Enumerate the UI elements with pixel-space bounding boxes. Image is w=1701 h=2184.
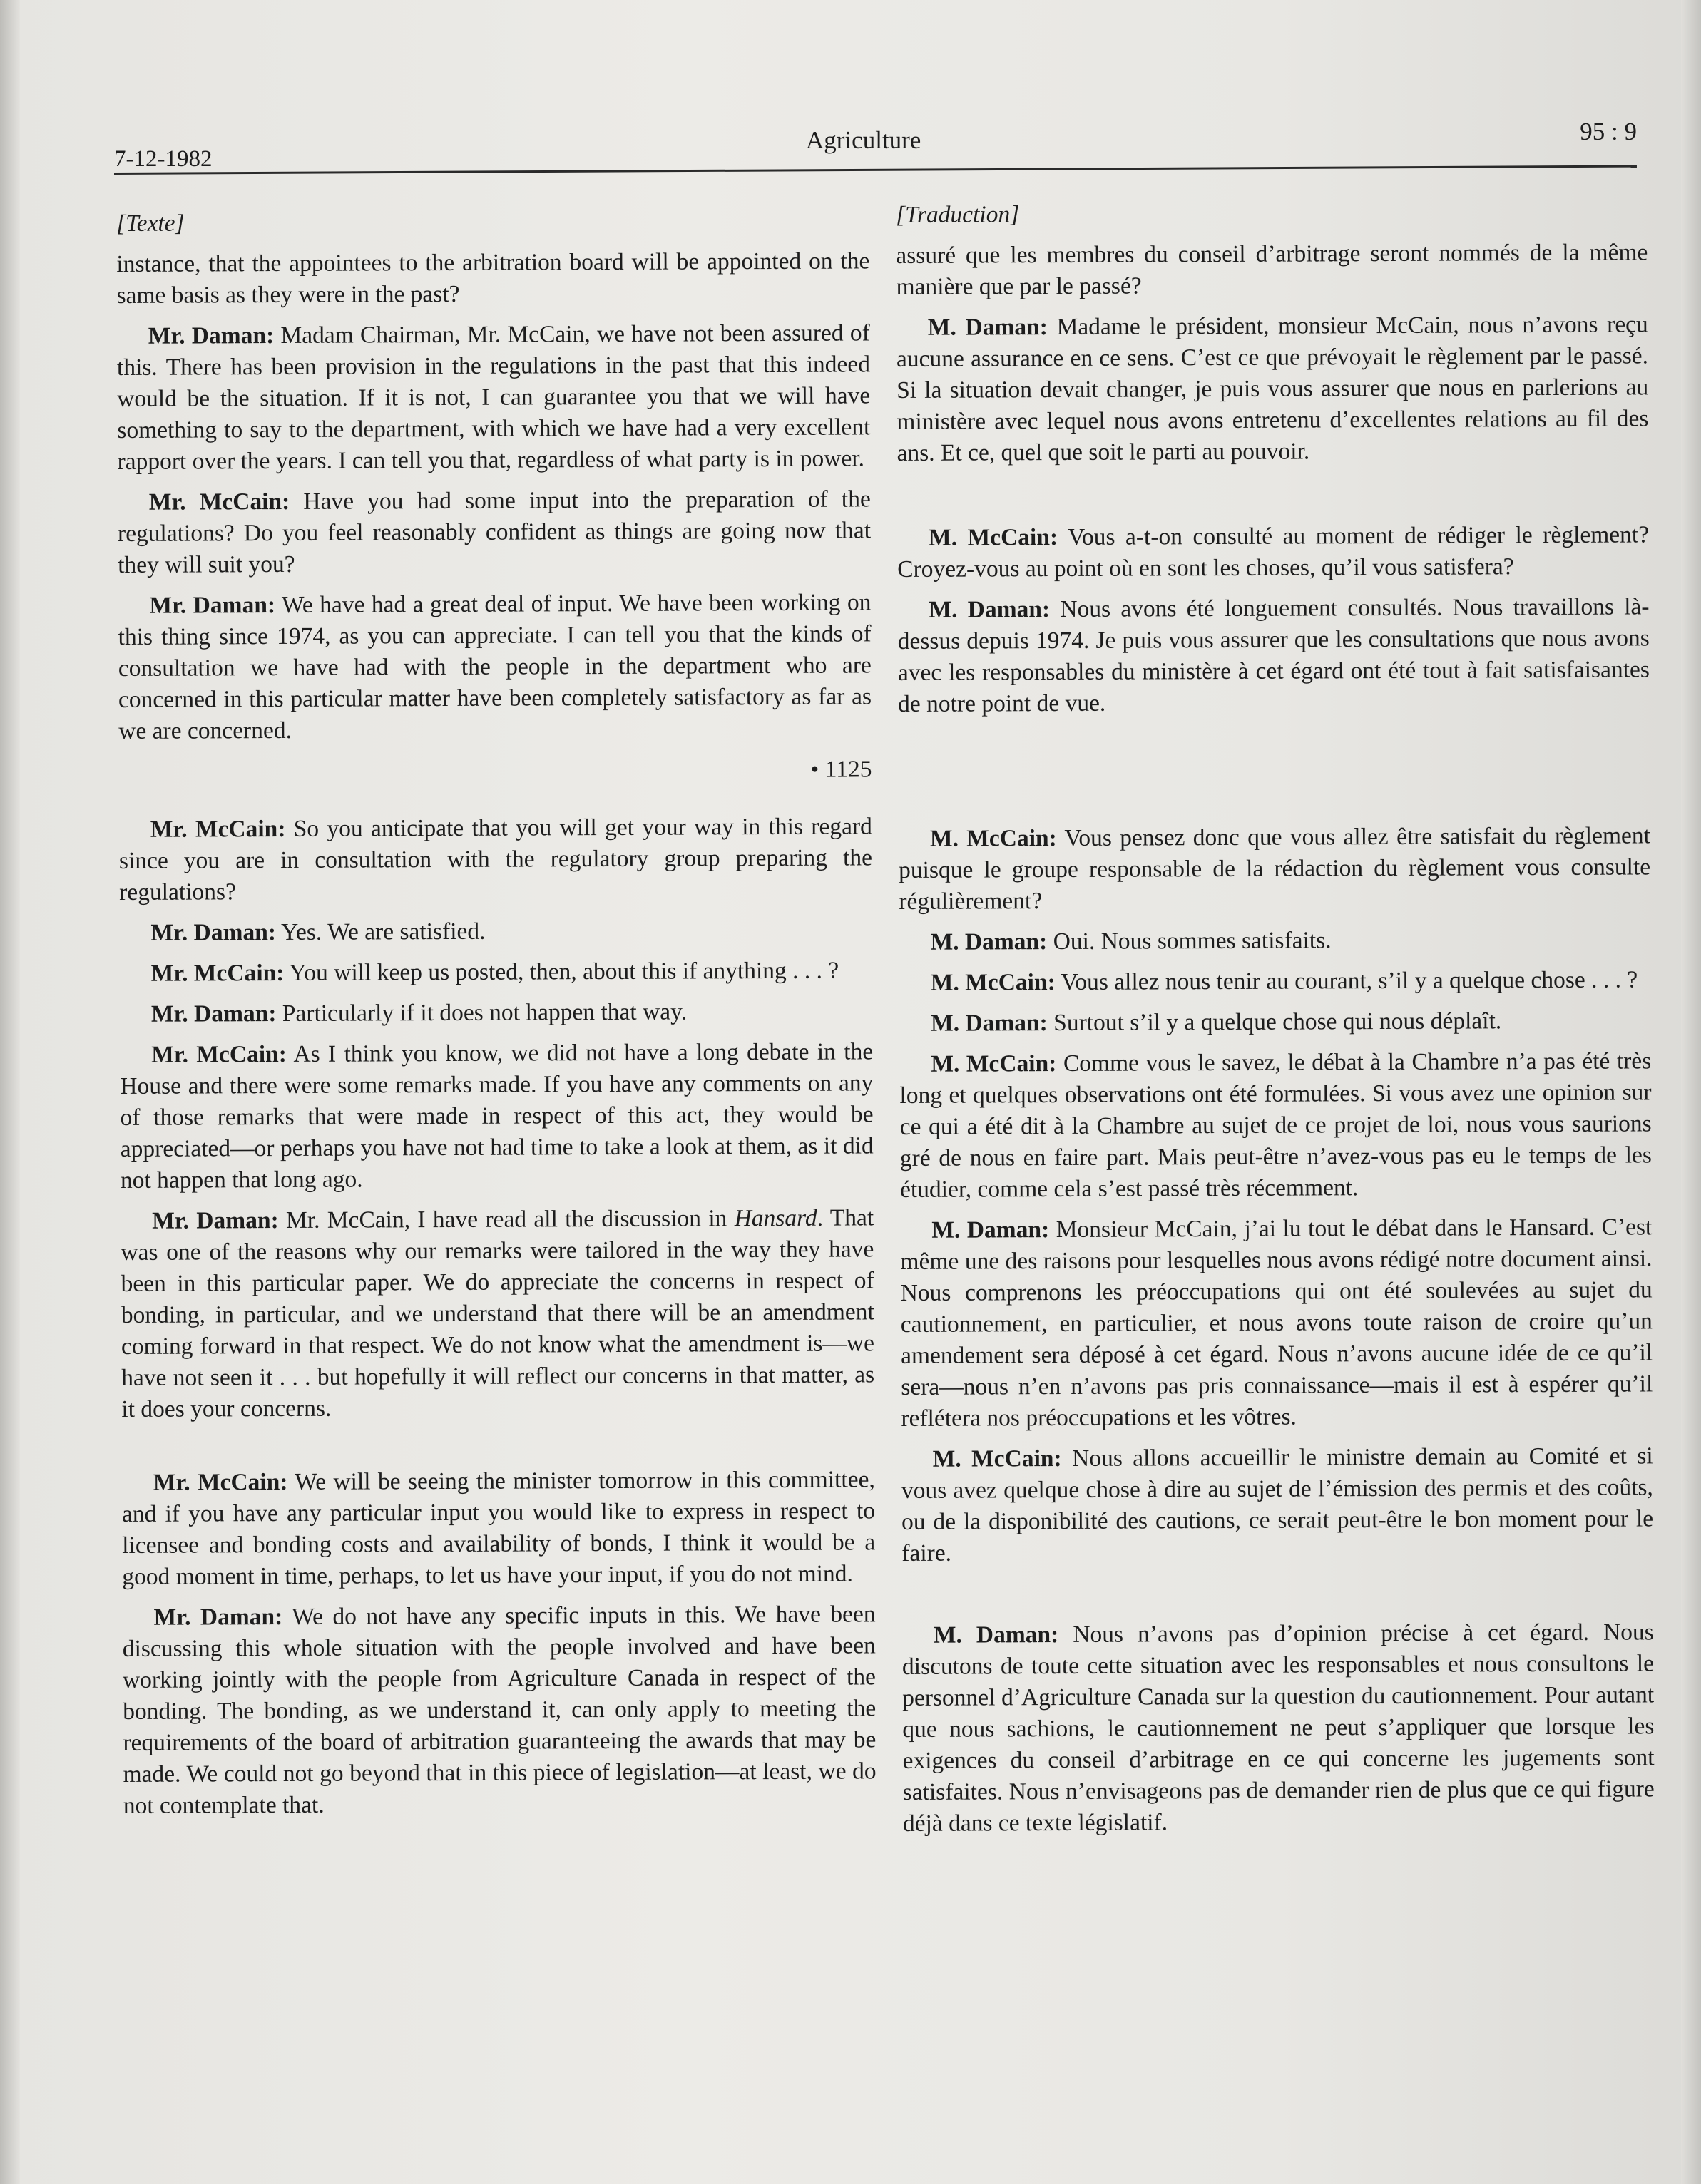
speaker-name: M. Daman: <box>929 596 1051 623</box>
speech: M. McCain: Vous a-t-on consulté au moment de rédiger le règlement? Croyez-vous au point où en sont les choses, qu’il vous satisfera? <box>897 521 1650 583</box>
speaker-name: M. Daman: <box>931 1216 1050 1244</box>
speech: Mr. Daman: Particularly if it does not happen that way. <box>150 998 688 1027</box>
speaker-name: M. McCain: <box>931 1050 1057 1077</box>
speech: M. McCain: Vous pensez donc que vous allez être satisfait du règlement puisque le groupe responsable de la rédaction du règlement vous consulte régulièrement? <box>899 822 1651 915</box>
speech: M. McCain: Vous allez nous tenir au courant, s’il y a quelque chose . . . ? <box>930 966 1638 996</box>
left-page-edge <box>0 0 20 2184</box>
speaker-name: Mr. Daman: <box>153 1604 283 1631</box>
speech: Mr. Daman: Yes. We are satisfied. <box>150 918 486 946</box>
speaker-name: Mr. Daman: <box>150 919 277 946</box>
speaker-name: M. McCain: <box>928 524 1058 551</box>
speech: M. Daman: Oui. Nous sommes satisfaits. <box>930 927 1332 955</box>
speaker-name: Mr. McCain: <box>148 488 290 516</box>
speaker-name: Mr. McCain: <box>150 959 285 987</box>
header-page-number: 95 : 9 <box>1580 118 1637 145</box>
speech: M. Daman: Nous n’avons pas d’opinion précise à cet égard. Nous discutons de toute cette situation avec les responsables et nous consultons le personnel d’Agriculture Canada sur la question du cautionnement. Pour autant que nous sachions, le cautionnement ne peut s’appliquer que lorsque les exigences du conseil d’arbitrage en ce qui concerne les jugements sont satisfaites. Nous n’envisageons pas de demander rien de plus que ce qui figure déjà dans ce texte législatif. <box>901 1619 1655 1837</box>
speaker-name: M. Daman: <box>927 314 1048 341</box>
speaker-name: Mr. McCain: <box>151 1040 287 1068</box>
speaker-name: M. McCain: <box>929 825 1057 852</box>
english-column <box>116 205 877 1831</box>
speech: Mr. McCain: As I think you know, we did not have a long debate in the House and there were some remarks made. If you have any comments on any of those remarks that were made in respect of this act, they would be appreciated—or perhaps you have not had time to take a look at them, as it did not happen that long ago. <box>120 1038 874 1194</box>
french-column <box>896 196 1655 1849</box>
speech: M. Daman: Madame le président, monsieur McCain, nous n’avons reçu aucune assurance en ce sens. C’est ce que prévoyait le règlement par le passé. Si la situation devait changer, je puis vous assurer que nous en parlerions au ministère avec lequel nous avons entretenu d’excellentes relations au fil des ans. Et ce, quel que soit le parti au pouvoir. <box>896 311 1649 466</box>
header-title: Agriculture <box>806 126 921 154</box>
language-tag: [Traduction] <box>896 201 1020 228</box>
speech: Mr. Daman: Mr. McCain, I have read all the discussion in Hansard. That was one of the reasons why our remarks were tailored in the way they have been in this particular paper. We do appreciate the concerns in respect of bonding, in particular, and we understand that there will be an amendment coming forward in that respect. We do not know what the amendment is—we have not seen it . . . but hopefully it will reflect our concerns in that matter, as it does your concerns. <box>121 1204 875 1422</box>
speaker-name: Mr. Daman: <box>149 592 276 619</box>
speech: Mr. McCain: We will be seeing the minister tomorrow in this committee, and if you have any particular input you would like to express in respect to licensee and bonding costs and availability of bonds, I think it would be a good moment in time, perhaps, to let us have your input, if you do not mind. <box>121 1466 876 1590</box>
speech: Mr. McCain: So you anticipate that you will get your way in this regard since you are in consultation with the regulatory group preparing the regulations? <box>118 813 873 906</box>
speech: M. McCain: Nous allons accueillir le ministre demain au Comité et si vous avez quelque chose à dire au sujet de l’émission des permis et des coûts, ou de la disponibilité des cautions, ce serait peut-être le bon moment pour le faire. <box>901 1442 1654 1567</box>
speaker-name: M. Daman: <box>930 1010 1048 1037</box>
speaker-name: Mr. Daman: <box>152 1207 279 1234</box>
right-page-edge <box>1681 0 1701 2184</box>
paragraph: assuré que les membres du conseil d’arbitrage seront nommés de la même manière que par le passé? <box>896 239 1648 300</box>
speech: Mr. Daman: We have had a great deal of input. We have been working on this thing since 1974, as you can appreciate. I can tell you that the kinds of consultation we have had with the people in the department who are concerned in this particular matter have been completely satisfactory as far as we are concerned. <box>118 589 872 744</box>
header-date: 7-12-1982 <box>114 146 213 172</box>
speaker-name: M. McCain: <box>932 1445 1062 1472</box>
speaker-name: Mr. Daman: <box>148 322 275 349</box>
speech: M. Daman: Nous avons été longuement consultés. Nous travaillons là-dessus depuis 1974. Je puis vous assurer que les consultations que nous avons avec les responsables du ministère à cet égard ont été tout à fait satisfaisantes de notre point de vue. <box>897 593 1650 717</box>
speaker-name: M. McCain: <box>930 969 1056 996</box>
language-tag: [Texte] <box>116 210 185 237</box>
speech: Mr. Daman: Madam Chairman, Mr. McCain, we have not been assured of this. There has been provision in the regulations in the past that this indeed would be the situation. If it is not, I can guarantee you that we will have something to say to the department, with which we have had a very excellent rapport over the years. I can tell you that, regardless of what party is in power. <box>116 319 871 475</box>
timestamp-marker: • 1125 <box>810 756 872 783</box>
speech: Mr. McCain: You will keep us posted, then, about this if anything . . . ? <box>150 957 839 987</box>
speaker-name: M. Daman: <box>933 1621 1059 1649</box>
speaker-name: M. Daman: <box>930 928 1048 955</box>
speech: M. McCain: Comme vous le savez, le débat à la Chambre n’a pas été très long et quelques observations ont été formulées. Si vous avez une opinion sur ce qui a été dit à la Chambre au sujet de ce projet de loi, nous vous saurions gré de nous en faire part. Mais peut-être n’avez-vous pas eu le temps de les étudier, comme cela s’est passé très récemment. <box>899 1047 1652 1203</box>
speech: Mr. McCain: Have you had some input into the preparation of the regulations? Do you feel reasonably confident as things are going now that they will suit you? <box>117 486 872 578</box>
speaker-name: Mr. McCain: <box>153 1468 288 1496</box>
speaker-name: Mr. Daman: <box>150 1000 277 1027</box>
speech: Mr. Daman: We do not have any specific inputs in this. We have been discussing this whole situation with the people involved and have been working jointly with the people from Agriculture Canada in respect of the bonding. The bonding, as we understand it, can only apply to meeting the requirements of the board of arbitration guaranteeing the awards that may be made. We could not go beyond that in this piece of legislation—at least, we do not contemplate that. <box>122 1601 877 1819</box>
speech: M. Daman: Surtout s’il y a quelque chose qui nous déplaît. <box>930 1008 1502 1037</box>
speech: M. Daman: Monsieur McCain, j’ai lu tout le débat dans le Hansard. C’est même une des raisons pour lesquelles nous avons rédigé notre document ainsi. Nous comprenons les préoccupations qui ont été soulevées au sujet du cautionnement, en particulier, et nous avons toute raison de croire qu’un amendement sera déposé à cet égard. Nous n’avons aucune idée de ce qu’il sera—nous n’en n’avons pas pris connaissance—mais il est à espérer qu’il reflétera nos préoccupations et les vôtres. <box>900 1214 1653 1432</box>
speaker-name: Mr. McCain: <box>150 815 286 843</box>
paragraph: instance, that the appointees to the arbitration board will be appointed on the same basis as they were in the past? <box>116 247 870 309</box>
